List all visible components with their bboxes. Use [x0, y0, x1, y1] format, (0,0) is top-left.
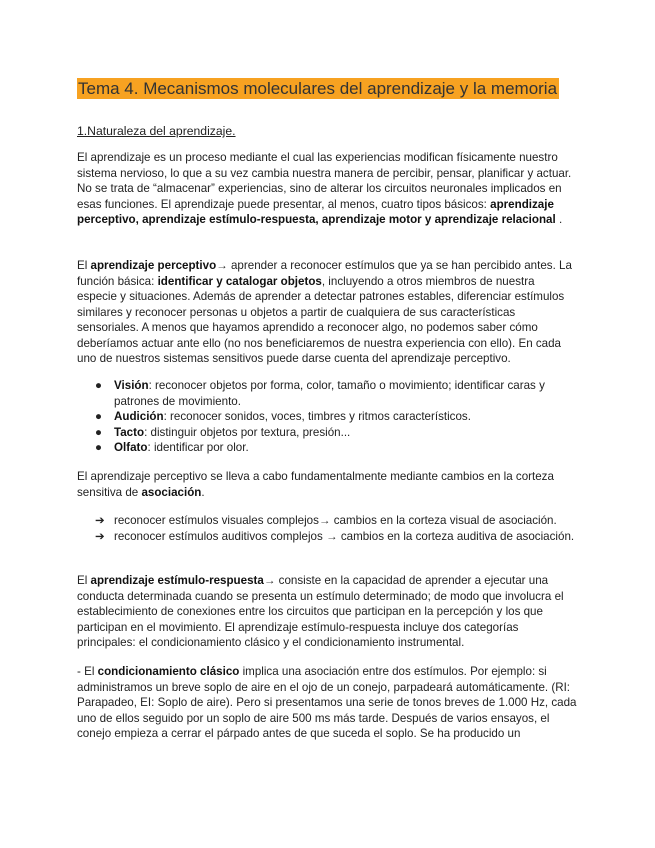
perceptivo-text-d: , incluyendo a otros miembros de nuestra especie y situaciones. Además de aprender a detectar patrones estables, diferenciar estímulos similares y reconocer personas u objetos a partir de cualquiera de sus características sensoriales. A menos que hayamos aprendido a reconocer algo, no podemos saber cómo deberíamos actuar ante ello (no nos beneficiaremos de nuestra experiencia con ello). En cada uno de nuestros sistemas sensitivos puede darse cuenta del aprendizaje perceptivo. [77, 274, 565, 365]
paragraph-condicionamiento-clasico [77, 664, 577, 742]
er-text-a: El [77, 574, 91, 587]
list-item [95, 425, 577, 441]
list-item-text: : identificar por olor. [147, 441, 249, 454]
perceptivo-text-c: → aprender a reconocer estímulos que ya se han percibido antes. La función básica: [77, 259, 572, 288]
arrow-list [95, 513, 577, 544]
paragraph-perceptivo [77, 258, 577, 367]
list-item [95, 529, 577, 545]
perceptivo-text-a: El [77, 259, 91, 272]
asociacion-text-c: . [201, 485, 205, 499]
list-item-term: Audición [114, 410, 164, 423]
page-title: Tema 4. Mecanismos moleculares del aprendizaje y la memoria [78, 79, 558, 98]
paragraph-asociacion [77, 469, 577, 500]
list-item-text: reconocer estímulos auditivos complejos → cambios en la corteza auditiva de asociación. [114, 529, 575, 543]
cc-bold-term: condicionamiento clásico [97, 665, 240, 678]
intro-text: El aprendizaje es un proceso mediante el cual las experiencias modifican físicamente nuestro sistema nervioso, lo que a su vez cambia nuestra manera de percibir, pensar, planificar y actuar. No se trata de “almacenar” experiencias, sino de alterar los circuitos neuronales implicados en esas funciones. El aprendizaje puede presentar, al menos, cuatro tipos básicos: [77, 151, 572, 211]
bullet-icon: ● [95, 379, 103, 392]
perceptivo-bold-term: aprendizaje perceptivo [90, 259, 217, 272]
bullet-icon: ● [95, 410, 103, 423]
list-item [95, 513, 577, 529]
list-item-text: : reconocer sonidos, voces, timbres y ritmos característicos. [163, 410, 471, 423]
list-item-text: : distinguir objetos por textura, presión... [144, 425, 351, 439]
bullet-icon: ● [95, 425, 103, 439]
list-item-term: Olfato [114, 441, 148, 454]
list-item-text: : reconocer objetos por forma, color, tamaño o movimiento; identificar caras y patrones de movimiento. [114, 379, 545, 408]
list-item [95, 378, 577, 409]
intro-end: . [555, 213, 563, 226]
section-heading: 1.Naturaleza del aprendizaje. [77, 124, 236, 138]
paragraph-intro [77, 150, 577, 228]
cc-text-a: - El [77, 665, 98, 678]
list-item [95, 440, 577, 456]
cc-text-c: implica una asociación entre dos estímulos. Por ejemplo: si administramos un breve soplo de aire en el ojo de un conejo, parpadeará automáticamente. (RI: Parapadeo, EI: Soplo de aire). Pero si presentamos una serie de tonos breves de 1.000 Hz, cada uno de ellos seguido por un soplo de aire 500 ms más tarde. Después de varios ensayos, el conejo empieza a cerrar el párpado antes de que suceda el soplo. Se ha producido un [77, 665, 577, 740]
arrow-right-icon: ➔ [95, 514, 105, 527]
er-bold-term: aprendizaje estímulo-respuesta [90, 574, 264, 587]
er-text-c: → consiste en la capacidad de aprender a ejecutar una conducta determinada cuando se presenta un estímulo determinado; de modo que involucra el establecimiento de conexiones entre los circuitos que participan en la percepción y los que participan en el movimiento. El aprendizaje estímulo-respuesta incluye dos categorías principales: el condicionamiento clásico y el condicionamiento instrumental. [77, 574, 564, 649]
bullet-icon: ● [95, 441, 103, 454]
perceptivo-bold-function: identificar y catalogar objetos [157, 274, 322, 288]
list-item-text: reconocer estímulos visuales complejos→ cambios en la corteza visual de asociación. [114, 514, 557, 527]
intro-bold-types: aprendizaje perceptivo, aprendizaje estímulo-respuesta, aprendizaje motor y aprendizaje relacional [77, 197, 556, 226]
senses-list [95, 378, 577, 456]
paragraph-estimulo-respuesta [77, 573, 577, 651]
list-item-term: Tacto [114, 425, 145, 439]
asociacion-text-a: El aprendizaje perceptivo se lleva a cabo fundamentalmente mediante cambios en la corteza sensitiva de [77, 470, 554, 499]
arrow-right-icon: ➔ [95, 529, 105, 543]
list-item [95, 409, 577, 425]
list-item-term: Visión [114, 379, 149, 392]
asociacion-bold: asociación [141, 485, 202, 499]
